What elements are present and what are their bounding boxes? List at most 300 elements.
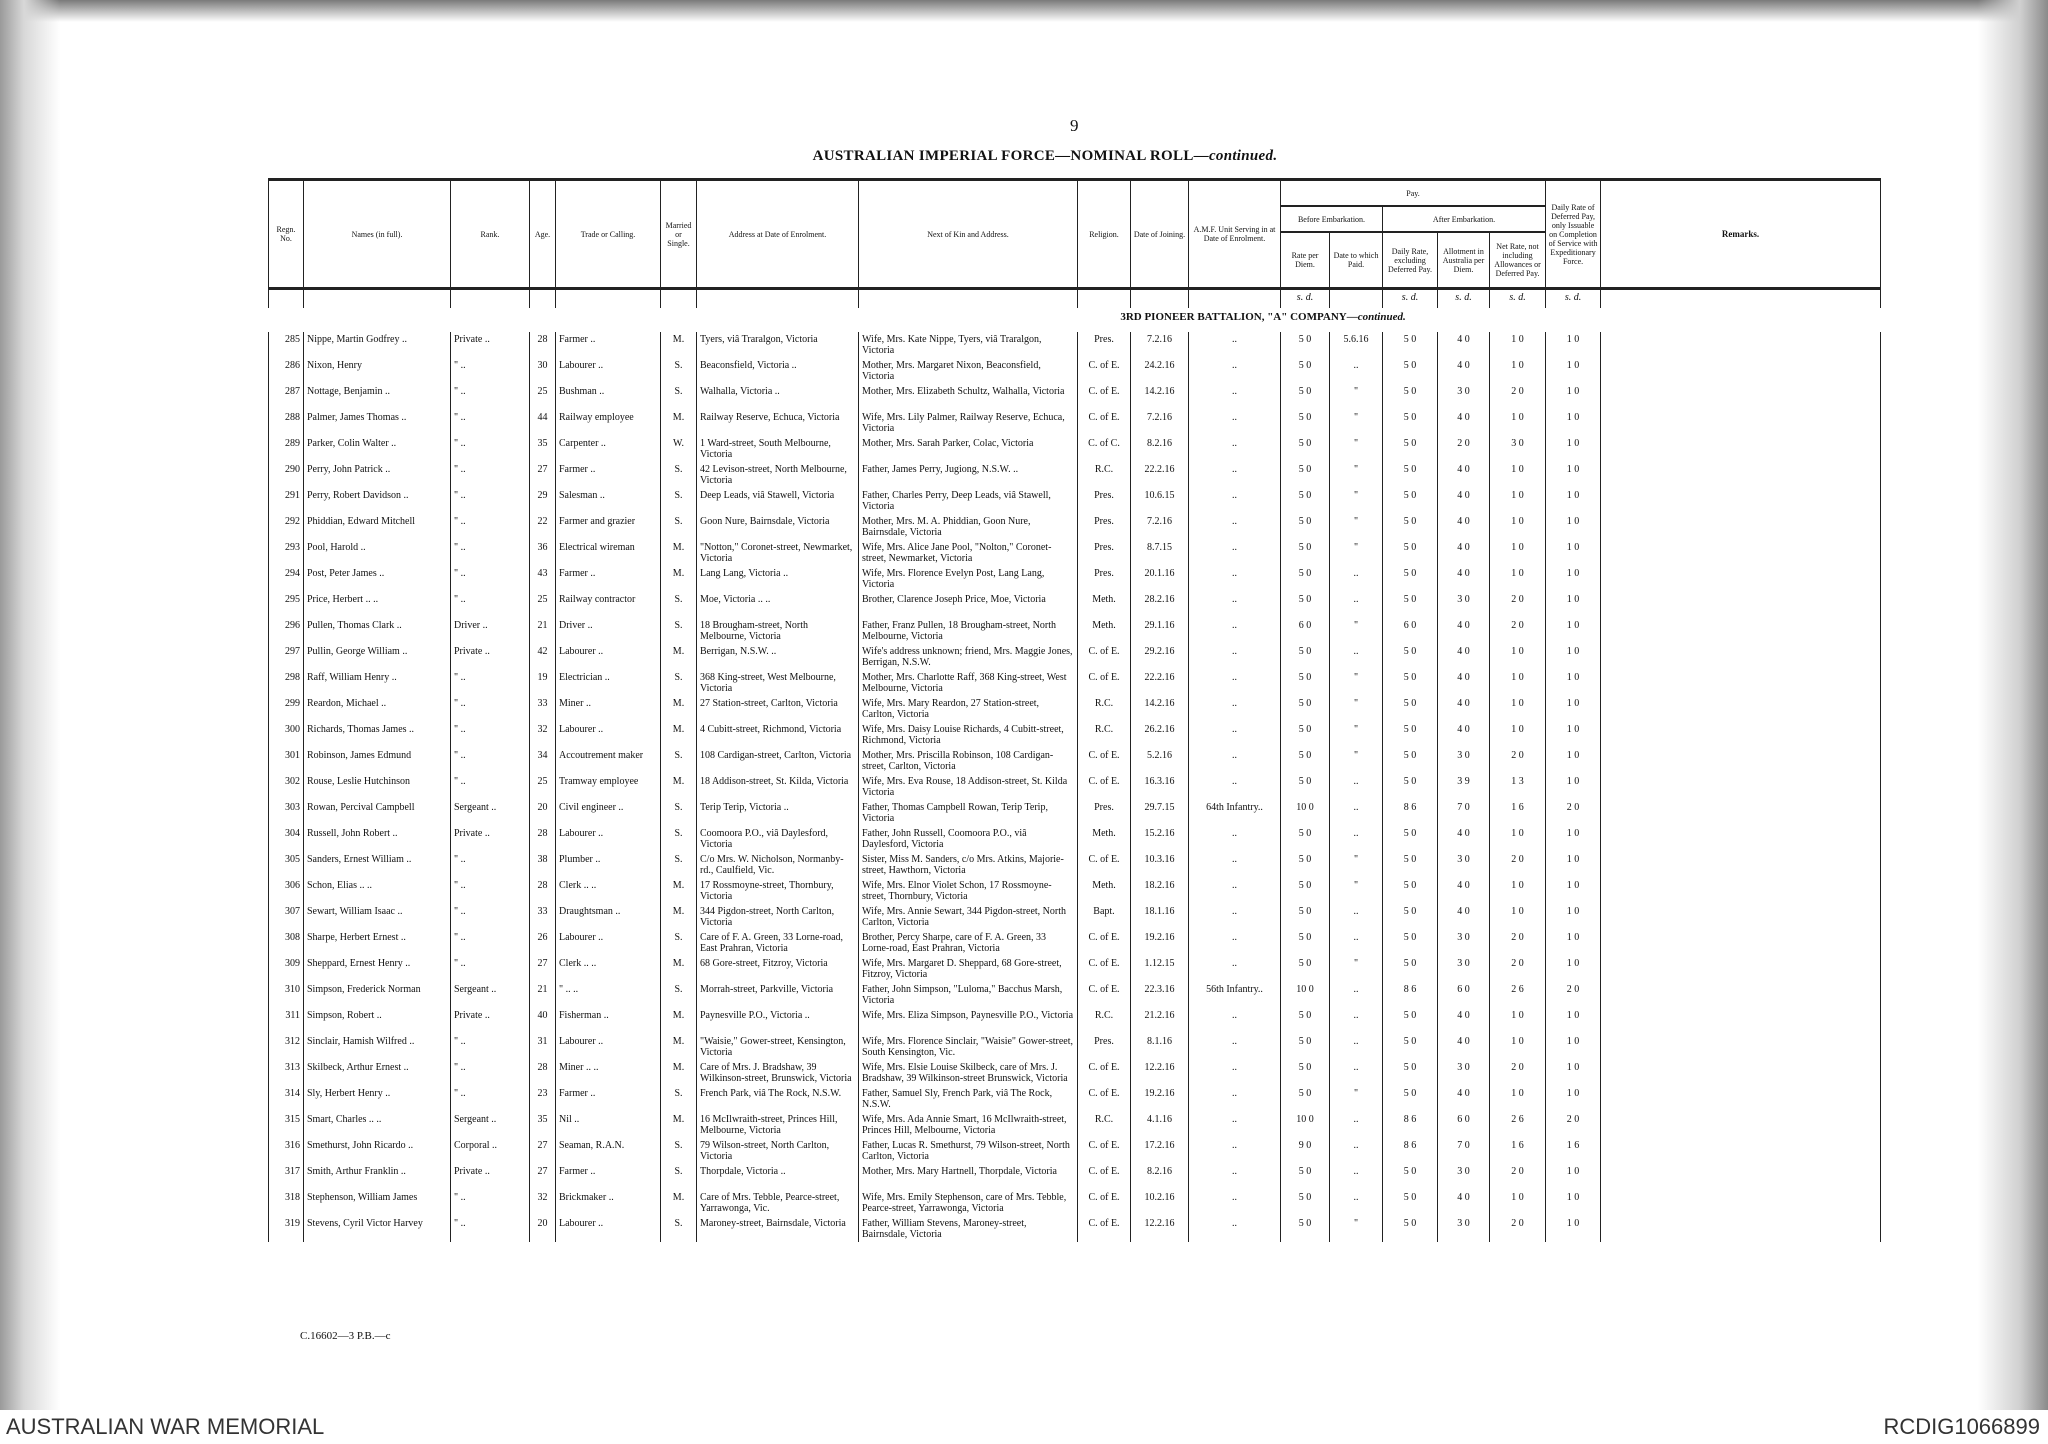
cell-trade: Labourer ..: [556, 722, 661, 748]
cell-amf-unit: ..: [1189, 332, 1281, 358]
cell-married: M.: [661, 1112, 697, 1138]
cell-age: 33: [530, 904, 556, 930]
cell-age: 28: [530, 826, 556, 852]
scan-edge-right: [1978, 0, 2048, 1410]
cell-rank: Private ..: [451, 1164, 530, 1190]
cell-married: M.: [661, 540, 697, 566]
cell-date-joining: 14.2.16: [1131, 696, 1189, 722]
section-title-text: 3RD PIONEER BATTALION, "A" COMPANY—: [1120, 311, 1358, 323]
cell-age: 35: [530, 436, 556, 462]
cell-date-paid: ": [1330, 462, 1383, 488]
header-remarks: Remarks.: [1601, 180, 1881, 289]
cell-daily-rate: 5 0: [1383, 722, 1438, 748]
header-married: Married or Single.: [661, 180, 697, 289]
cell-rate-per-diem: 5 0: [1281, 644, 1330, 670]
cell-net-rate: 1 0: [1490, 566, 1546, 592]
cell-regn: 302: [269, 774, 304, 800]
cell-amf-unit: ..: [1189, 852, 1281, 878]
cell-date-paid: ": [1330, 852, 1383, 878]
cell-amf-unit: ..: [1189, 540, 1281, 566]
cell-age: 27: [530, 1138, 556, 1164]
cell-rate-per-diem: 10 0: [1281, 800, 1330, 826]
cell-date-joining: 18.1.16: [1131, 904, 1189, 930]
cell-married: M.: [661, 696, 697, 722]
cell-amf-unit: ..: [1189, 748, 1281, 774]
cell-married: M.: [661, 956, 697, 982]
cell-net-rate: 2 0: [1490, 1060, 1546, 1086]
cell-married: M.: [661, 774, 697, 800]
cell-remarks: [1601, 1060, 1881, 1086]
table-row: [269, 358, 1881, 384]
cell-date-joining: 8.2.16: [1131, 1164, 1189, 1190]
cell-date-joining: 22.2.16: [1131, 462, 1189, 488]
cell-deferred-rate: 1 0: [1546, 1216, 1601, 1242]
cell-net-rate: 3 0: [1490, 436, 1546, 462]
cell-net-rate: 1 0: [1490, 826, 1546, 852]
cell-amf-unit: ..: [1189, 566, 1281, 592]
cell-rate-per-diem: 5 0: [1281, 930, 1330, 956]
cell-regn: 318: [269, 1190, 304, 1216]
cell-next-of-kin: Mother, Mrs. M. A. Phiddian, Goon Nure, Bairnsdale, Victoria: [859, 514, 1078, 540]
cell-remarks: [1601, 1216, 1881, 1242]
header-rank: Rank.: [451, 180, 530, 289]
cell-rank: " ..: [451, 696, 530, 722]
cell-amf-unit: ..: [1189, 930, 1281, 956]
cell-name: Simpson, Frederick Norman: [304, 982, 451, 1008]
cell-trade: Labourer ..: [556, 1216, 661, 1242]
cell-address: Coomoora P.O., viâ Daylesford, Victoria: [697, 826, 859, 852]
header-deferred: Daily Rate of Deferred Pay, only Issuable on Completion of Service with Expeditionary Force.: [1546, 180, 1601, 289]
cell-name: Smith, Arthur Franklin ..: [304, 1164, 451, 1190]
cell-remarks: [1601, 514, 1881, 540]
cell-name: Stevens, Cyril Victor Harvey: [304, 1216, 451, 1242]
cell-date-paid: ": [1330, 878, 1383, 904]
cell-trade: Labourer ..: [556, 644, 661, 670]
cell-rank: " ..: [451, 722, 530, 748]
cell-married: M.: [661, 332, 697, 358]
cell-name: Price, Herbert .. ..: [304, 592, 451, 618]
cell-next-of-kin: Wife, Mrs. Daisy Louise Richards, 4 Cubitt-street, Richmond, Victoria: [859, 722, 1078, 748]
title-suffix: continued.: [1208, 148, 1278, 164]
cell-daily-rate: 5 0: [1383, 956, 1438, 982]
cell-date-joining: 21.2.16: [1131, 1008, 1189, 1034]
cell-rate-per-diem: 10 0: [1281, 1112, 1330, 1138]
cell-remarks: [1601, 488, 1881, 514]
cell-address: Care of Mrs. J. Bradshaw, 39 Wilkinson-street, Brunswick, Victoria: [697, 1060, 859, 1086]
header-net-rate: Net Rate, not including Allowances or Deferred Pay.: [1490, 232, 1546, 289]
cell-rate-per-diem: 5 0: [1281, 410, 1330, 436]
cell-deferred-rate: 1 0: [1546, 384, 1601, 410]
cell-rate-per-diem: 5 0: [1281, 852, 1330, 878]
cell-remarks: [1601, 670, 1881, 696]
table-row: [269, 1034, 1881, 1060]
cell-date-joining: 7.2.16: [1131, 514, 1189, 540]
cell-address: Morrah-street, Parkville, Victoria: [697, 982, 859, 1008]
cell-daily-rate: 5 0: [1383, 332, 1438, 358]
cell-religion: C. of C.: [1078, 436, 1131, 462]
cell-married: M.: [661, 644, 697, 670]
cell-married: M.: [661, 878, 697, 904]
cell-trade: Electrical wireman: [556, 540, 661, 566]
cell-religion: C. of E.: [1078, 670, 1131, 696]
cell-married: S.: [661, 384, 697, 410]
cell-married: M.: [661, 1190, 697, 1216]
cell-deferred-rate: 1 0: [1546, 358, 1601, 384]
cell-trade: Carpenter ..: [556, 436, 661, 462]
cell-rank: " ..: [451, 462, 530, 488]
cell-trade: Draughtsman ..: [556, 904, 661, 930]
cell-remarks: [1601, 540, 1881, 566]
cell-address: 27 Station-street, Carlton, Victoria: [697, 696, 859, 722]
cell-deferred-rate: 1 0: [1546, 670, 1601, 696]
cell-deferred-rate: 1 0: [1546, 592, 1601, 618]
cell-deferred-rate: 1 0: [1546, 540, 1601, 566]
cell-next-of-kin: Wife, Mrs. Emily Stephenson, care of Mrs. Tebble, Pearce-street, Yarrawonga, Victoria: [859, 1190, 1078, 1216]
cell-address: Railway Reserve, Echuca, Victoria: [697, 410, 859, 436]
cell-deferred-rate: 1 0: [1546, 1034, 1601, 1060]
cell-rank: Corporal ..: [451, 1138, 530, 1164]
cell-net-rate: 2 0: [1490, 618, 1546, 644]
cell-remarks: [1601, 462, 1881, 488]
cell-amf-unit: 56th Infantry..: [1189, 982, 1281, 1008]
header-rate-per-diem: Rate per Diem.: [1281, 232, 1330, 289]
cell-net-rate: 2 0: [1490, 930, 1546, 956]
cell-name: Robinson, James Edmund: [304, 748, 451, 774]
cell-remarks: [1601, 956, 1881, 982]
cell-deferred-rate: 1 6: [1546, 1138, 1601, 1164]
cell-regn: 297: [269, 644, 304, 670]
cell-rate-per-diem: 5 0: [1281, 1216, 1330, 1242]
cell-next-of-kin: Wife, Mrs. Florence Evelyn Post, Lang Lang, Victoria: [859, 566, 1078, 592]
cell-date-joining: 16.3.16: [1131, 774, 1189, 800]
cell-regn: 314: [269, 1086, 304, 1112]
cell-married: M.: [661, 1008, 697, 1034]
cell-rank: Private ..: [451, 826, 530, 852]
cell-rank: " ..: [451, 748, 530, 774]
table-row: [269, 826, 1881, 852]
cell-religion: C. of E.: [1078, 384, 1131, 410]
header-name: Names (in full).: [304, 180, 451, 289]
cell-address: "Notton," Coronet-street, Newmarket, Victoria: [697, 540, 859, 566]
scan-edge-left: [0, 0, 60, 1410]
cell-rank: " ..: [451, 930, 530, 956]
cell-deferred-rate: 1 0: [1546, 826, 1601, 852]
cell-date-paid: ": [1330, 514, 1383, 540]
cell-name: Nippe, Martin Godfrey ..: [304, 332, 451, 358]
table-row: [269, 332, 1881, 358]
header-daily-rate: Daily Rate, excluding Deferred Pay.: [1383, 232, 1438, 289]
cell-rank: " ..: [451, 592, 530, 618]
cell-next-of-kin: Wife's address unknown; friend, Mrs. Maggie Jones, Berrigan, N.S.W.: [859, 644, 1078, 670]
cell-age: 32: [530, 722, 556, 748]
cell-date-paid: ": [1330, 488, 1383, 514]
cell-allotment: 4 0: [1438, 1190, 1490, 1216]
cell-age: 27: [530, 462, 556, 488]
cell-allotment: 4 0: [1438, 1008, 1490, 1034]
nominal-roll-table: [268, 178, 1881, 1242]
cell-age: 26: [530, 930, 556, 956]
cell-regn: 305: [269, 852, 304, 878]
cell-regn: 294: [269, 566, 304, 592]
cell-age: 44: [530, 410, 556, 436]
cell-trade: Bushman ..: [556, 384, 661, 410]
cell-amf-unit: ..: [1189, 956, 1281, 982]
cell-allotment: 3 0: [1438, 384, 1490, 410]
cell-age: 25: [530, 384, 556, 410]
cell-rank: " ..: [451, 904, 530, 930]
cell-rank: " ..: [451, 670, 530, 696]
cell-rank: " ..: [451, 436, 530, 462]
cell-rank: " ..: [451, 1190, 530, 1216]
cell-next-of-kin: Mother, Mrs. Sarah Parker, Colac, Victoria: [859, 436, 1078, 462]
table-row: [269, 670, 1881, 696]
cell-net-rate: 1 0: [1490, 358, 1546, 384]
cell-date-paid: ..: [1330, 1008, 1383, 1034]
cell-deferred-rate: 1 0: [1546, 852, 1601, 878]
cell-deferred-rate: 1 0: [1546, 462, 1601, 488]
cell-remarks: [1601, 982, 1881, 1008]
cell-name: Pullin, George William ..: [304, 644, 451, 670]
cell-amf-unit: ..: [1189, 696, 1281, 722]
cell-regn: 306: [269, 878, 304, 904]
table-row: [269, 930, 1881, 956]
cell-rate-per-diem: 5 0: [1281, 1034, 1330, 1060]
cell-married: M.: [661, 1034, 697, 1060]
cell-age: 32: [530, 1190, 556, 1216]
cell-next-of-kin: Sister, Miss M. Sanders, c/o Mrs. Atkins, Majorie-street, Hawthorn, Victoria: [859, 852, 1078, 878]
cell-trade: Railway employee: [556, 410, 661, 436]
cell-age: 42: [530, 644, 556, 670]
cell-date-paid: ..: [1330, 592, 1383, 618]
cell-rate-per-diem: 5 0: [1281, 1086, 1330, 1112]
cell-name: Raff, William Henry ..: [304, 670, 451, 696]
cell-address: Care of F. A. Green, 33 Lorne-road, East Prahran, Victoria: [697, 930, 859, 956]
cell-net-rate: 1 0: [1490, 332, 1546, 358]
cell-religion: Bapt.: [1078, 904, 1131, 930]
cell-religion: Pres.: [1078, 540, 1131, 566]
cell-trade: Miner ..: [556, 696, 661, 722]
cell-name: Perry, John Patrick ..: [304, 462, 451, 488]
cell-allotment: 4 0: [1438, 722, 1490, 748]
cell-rate-per-diem: 9 0: [1281, 1138, 1330, 1164]
cell-next-of-kin: Father, James Perry, Jugiong, N.S.W. ..: [859, 462, 1078, 488]
cell-rate-per-diem: 5 0: [1281, 462, 1330, 488]
cell-rate-per-diem: 5 0: [1281, 1164, 1330, 1190]
table-row: [269, 618, 1881, 644]
cell-next-of-kin: Wife, Mrs. Ada Annie Smart, 16 McIlwraith-street, Princes Hill, Melbourne, Victoria: [859, 1112, 1078, 1138]
cell-date-joining: 8.2.16: [1131, 436, 1189, 462]
cell-trade: Clerk .. ..: [556, 878, 661, 904]
table-row: [269, 1060, 1881, 1086]
cell-address: Beaconsfield, Victoria ..: [697, 358, 859, 384]
cell-age: 23: [530, 1086, 556, 1112]
cell-name: Simpson, Robert ..: [304, 1008, 451, 1034]
cell-rate-per-diem: 5 0: [1281, 384, 1330, 410]
cell-religion: C. of E.: [1078, 1164, 1131, 1190]
cell-next-of-kin: Wife, Mrs. Elsie Louise Skilbeck, care of Mrs. J. Bradshaw, 39 Wilkinson-street Brunswick, Victoria: [859, 1060, 1078, 1086]
cell-remarks: [1601, 618, 1881, 644]
cell-deferred-rate: 1 0: [1546, 722, 1601, 748]
cell-trade: Farmer ..: [556, 1164, 661, 1190]
cell-religion: R.C.: [1078, 696, 1131, 722]
cell-deferred-rate: 1 0: [1546, 1190, 1601, 1216]
cell-allotment: 3 0: [1438, 1164, 1490, 1190]
cell-married: M.: [661, 904, 697, 930]
cell-date-joining: 1.12.15: [1131, 956, 1189, 982]
cell-name: Nottage, Benjamin ..: [304, 384, 451, 410]
cell-religion: Pres.: [1078, 800, 1131, 826]
cell-net-rate: 1 6: [1490, 1138, 1546, 1164]
cell-net-rate: 1 0: [1490, 410, 1546, 436]
cell-date-paid: ..: [1330, 644, 1383, 670]
cell-religion: Meth.: [1078, 592, 1131, 618]
cell-daily-rate: 5 0: [1383, 436, 1438, 462]
cell-date-paid: ": [1330, 956, 1383, 982]
cell-rank: Sergeant ..: [451, 800, 530, 826]
cell-married: S.: [661, 488, 697, 514]
cell-net-rate: 2 0: [1490, 956, 1546, 982]
table-row: [269, 384, 1881, 410]
header-regn: Regn. No.: [269, 180, 304, 289]
table-row: [269, 1216, 1881, 1242]
cell-allotment: 3 0: [1438, 1216, 1490, 1242]
cell-daily-rate: 5 0: [1383, 384, 1438, 410]
cell-amf-unit: ..: [1189, 1138, 1281, 1164]
table-row: [269, 748, 1881, 774]
cell-rate-per-diem: 5 0: [1281, 514, 1330, 540]
cell-name: Pool, Harold ..: [304, 540, 451, 566]
cell-name: Pullen, Thomas Clark ..: [304, 618, 451, 644]
cell-deferred-rate: 1 0: [1546, 774, 1601, 800]
cell-trade: Farmer and grazier: [556, 514, 661, 540]
cell-date-joining: 8.1.16: [1131, 1034, 1189, 1060]
cell-net-rate: 2 0: [1490, 852, 1546, 878]
cell-deferred-rate: 1 0: [1546, 488, 1601, 514]
cell-date-joining: 12.2.16: [1131, 1060, 1189, 1086]
cell-daily-rate: 5 0: [1383, 1164, 1438, 1190]
cell-deferred-rate: 2 0: [1546, 800, 1601, 826]
cell-date-joining: 22.2.16: [1131, 670, 1189, 696]
cell-religion: C. of E.: [1078, 930, 1131, 956]
cell-net-rate: 1 0: [1490, 1190, 1546, 1216]
cell-amf-unit: ..: [1189, 592, 1281, 618]
cell-religion: Pres.: [1078, 1034, 1131, 1060]
cell-address: 108 Cardigan-street, Carlton, Victoria: [697, 748, 859, 774]
cell-rate-per-diem: 5 0: [1281, 1190, 1330, 1216]
cell-age: 43: [530, 566, 556, 592]
cell-net-rate: 1 0: [1490, 722, 1546, 748]
cell-date-joining: 17.2.16: [1131, 1138, 1189, 1164]
cell-allotment: 4 0: [1438, 410, 1490, 436]
cell-next-of-kin: Wife, Mrs. Eliza Simpson, Paynesville P.O., Victoria: [859, 1008, 1078, 1034]
cell-age: 35: [530, 1112, 556, 1138]
cell-date-paid: ..: [1330, 1138, 1383, 1164]
cell-address: C/o Mrs. W. Nicholson, Normanby-rd., Caulfield, Vic.: [697, 852, 859, 878]
cell-remarks: [1601, 592, 1881, 618]
cell-next-of-kin: Father, Lucas R. Smethurst, 79 Wilson-street, North Carlton, Victoria: [859, 1138, 1078, 1164]
cell-remarks: [1601, 1112, 1881, 1138]
cell-age: 25: [530, 774, 556, 800]
cell-date-joining: 29.1.16: [1131, 618, 1189, 644]
cell-allotment: 6 0: [1438, 982, 1490, 1008]
cell-date-joining: 10.6.15: [1131, 488, 1189, 514]
cell-age: 33: [530, 696, 556, 722]
cell-religion: Meth.: [1078, 618, 1131, 644]
cell-date-paid: ..: [1330, 774, 1383, 800]
cell-trade: Miner .. ..: [556, 1060, 661, 1086]
cell-date-joining: 8.7.15: [1131, 540, 1189, 566]
cell-regn: 298: [269, 670, 304, 696]
cell-married: S.: [661, 670, 697, 696]
cell-remarks: [1601, 436, 1881, 462]
cell-net-rate: 1 0: [1490, 540, 1546, 566]
table-row: [269, 1086, 1881, 1112]
cell-daily-rate: 5 0: [1383, 358, 1438, 384]
cell-trade: Labourer ..: [556, 358, 661, 384]
cell-amf-unit: ..: [1189, 488, 1281, 514]
cell-married: S.: [661, 800, 697, 826]
cell-name: Richards, Thomas James ..: [304, 722, 451, 748]
table-row: [269, 878, 1881, 904]
unit-label: s. d.: [1438, 289, 1490, 309]
cell-age: 21: [530, 982, 556, 1008]
cell-daily-rate: 5 0: [1383, 592, 1438, 618]
cell-address: 16 McIlwraith-street, Princes Hill, Melbourne, Victoria: [697, 1112, 859, 1138]
cell-rank: " ..: [451, 1034, 530, 1060]
cell-age: 38: [530, 852, 556, 878]
cell-rate-per-diem: 10 0: [1281, 982, 1330, 1008]
cell-daily-rate: 6 0: [1383, 618, 1438, 644]
table-row: [269, 1112, 1881, 1138]
cell-address: 4 Cubitt-street, Richmond, Victoria: [697, 722, 859, 748]
cell-remarks: [1601, 800, 1881, 826]
cell-name: Sheppard, Ernest Henry ..: [304, 956, 451, 982]
cell-net-rate: 2 0: [1490, 1164, 1546, 1190]
cell-regn: 315: [269, 1112, 304, 1138]
cell-address: Maroney-street, Bairnsdale, Victoria: [697, 1216, 859, 1242]
cell-rank: " ..: [451, 1060, 530, 1086]
cell-religion: Meth.: [1078, 826, 1131, 852]
cell-rate-per-diem: 5 0: [1281, 1060, 1330, 1086]
cell-date-paid: ..: [1330, 1034, 1383, 1060]
cell-daily-rate: 5 0: [1383, 826, 1438, 852]
cell-allotment: 3 0: [1438, 930, 1490, 956]
cell-next-of-kin: Wife, Mrs. Elnor Violet Schon, 17 Rossmoyne-street, Thornbury, Victoria: [859, 878, 1078, 904]
cell-remarks: [1601, 904, 1881, 930]
cell-name: Smart, Charles .. ..: [304, 1112, 451, 1138]
cell-remarks: [1601, 852, 1881, 878]
table-row: [269, 1190, 1881, 1216]
cell-name: Smethurst, John Ricardo ..: [304, 1138, 451, 1164]
cell-amf-unit: ..: [1189, 826, 1281, 852]
cell-date-joining: 26.2.16: [1131, 722, 1189, 748]
cell-next-of-kin: Father, John Russell, Coomoora P.O., viâ Daylesford, Victoria: [859, 826, 1078, 852]
cell-regn: 303: [269, 800, 304, 826]
cell-allotment: 4 0: [1438, 696, 1490, 722]
cell-rate-per-diem: 5 0: [1281, 956, 1330, 982]
cell-date-joining: 20.1.16: [1131, 566, 1189, 592]
cell-regn: 285: [269, 332, 304, 358]
cell-next-of-kin: Mother, Mrs. Mary Hartnell, Thorpdale, Victoria: [859, 1164, 1078, 1190]
cell-rate-per-diem: 5 0: [1281, 540, 1330, 566]
cell-married: S.: [661, 618, 697, 644]
cell-rank: Sergeant ..: [451, 982, 530, 1008]
cell-date-paid: ": [1330, 748, 1383, 774]
cell-date-joining: 29.7.15: [1131, 800, 1189, 826]
cell-deferred-rate: 1 0: [1546, 904, 1601, 930]
cell-address: French Park, viâ The Rock, N.S.W.: [697, 1086, 859, 1112]
cell-regn: 295: [269, 592, 304, 618]
